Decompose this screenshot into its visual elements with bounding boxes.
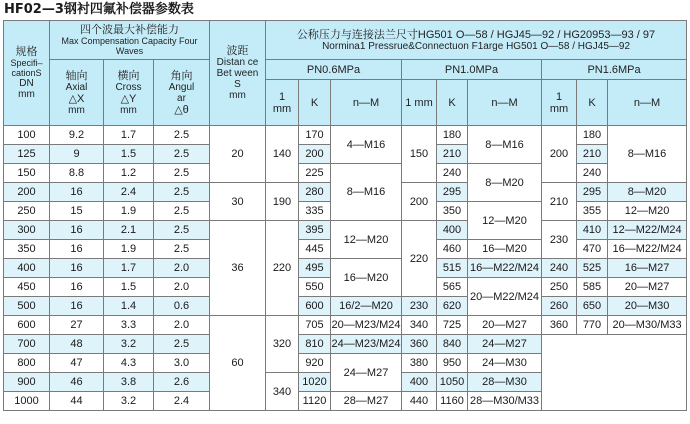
- cell-k2: 350: [437, 202, 468, 221]
- cell-axial: 16: [50, 183, 104, 202]
- cell-angular: 2.5: [154, 145, 210, 164]
- header-distance: 波距 Distan ce Bet ween S mm: [210, 21, 266, 126]
- cell-nm1: 4—M16: [331, 126, 402, 164]
- cell-cross: 1.2: [104, 164, 154, 183]
- cell-distance: 60: [210, 316, 266, 411]
- table-row: [4, 221, 687, 240]
- cell-k2: 725: [437, 316, 468, 335]
- cell-k1: 920: [299, 354, 331, 373]
- cell-distance: 36: [210, 221, 266, 316]
- cell-cross: 2.4: [104, 183, 154, 202]
- cell-angular: 2.5: [154, 183, 210, 202]
- cell-k3: 525: [577, 259, 608, 278]
- cell-axial: 15: [50, 202, 104, 221]
- table-row: [4, 164, 687, 183]
- cell-l2: 340: [402, 316, 437, 335]
- cell-axial: 16: [50, 297, 104, 316]
- cell-axial: 16: [50, 278, 104, 297]
- header-spec: 规格 Specifi– cationS DN mm: [4, 21, 50, 126]
- header-angular: 角向 Angul ar △θ: [154, 60, 210, 126]
- cell-angular: 2.0: [154, 259, 210, 278]
- cell-nm1: 8—M16: [331, 164, 402, 221]
- cell-k1: 810: [299, 335, 331, 354]
- cell-dn: 125: [4, 145, 50, 164]
- cell-dn: 400: [4, 259, 50, 278]
- cell-k1: 200: [299, 145, 331, 164]
- cell-k2: 180: [437, 126, 468, 145]
- cell-k2: 210: [437, 145, 468, 164]
- header-pressure: 公称压力与连接法兰尺寸HG501 O—58 / HGJ45—92 / HG20953—93 / 97 Normina1 Pressrue&Connectuon F1arge HG501 O—58 / HGJ45—92: [266, 21, 687, 60]
- cell-l1: 220: [266, 221, 299, 316]
- cell-nm2: 12—M20: [468, 202, 542, 240]
- table-row: [4, 297, 687, 316]
- cell-axial: 48: [50, 335, 104, 354]
- cell-dn: 100: [4, 126, 50, 145]
- cell-nm1: 20—M23/M24: [331, 316, 402, 335]
- cell-k1: 335: [299, 202, 331, 221]
- cell-k2: 460: [437, 240, 468, 259]
- cell-dn: 800: [4, 354, 50, 373]
- cell-l3: 250: [542, 278, 577, 297]
- cell-dn: 600: [4, 316, 50, 335]
- cell-cross: 4.3: [104, 354, 154, 373]
- cell-angular: 2.5: [154, 240, 210, 259]
- cell-l1: 320: [266, 316, 299, 373]
- cell-k1: 225: [299, 164, 331, 183]
- cell-dn: 450: [4, 278, 50, 297]
- header-l2: 1 mm: [402, 80, 437, 126]
- cell-angular: 2.0: [154, 278, 210, 297]
- header-nm3: n—M: [608, 80, 687, 126]
- cell-angular: 2.6: [154, 373, 210, 392]
- cell-l2: 360: [402, 335, 437, 354]
- cell-k2: 1160: [437, 392, 468, 411]
- cell-nm1: 28—M27: [331, 392, 402, 411]
- cell-k2: 515: [437, 259, 468, 278]
- cell-k2: 240: [437, 164, 468, 183]
- cell-l3: 230: [542, 221, 577, 259]
- table-row: [4, 126, 687, 145]
- cell-dn: 500: [4, 297, 50, 316]
- cell-l2: 230: [402, 297, 437, 316]
- cell-k2: 565: [437, 278, 468, 297]
- cell-nm3: 8—M16: [608, 126, 687, 183]
- cell-axial: 8.8: [50, 164, 104, 183]
- header-cross: 横向 Cross △Y mm: [104, 60, 154, 126]
- cell-cross: 1.7: [104, 126, 154, 145]
- header-capacity: 四个波最大补偿能力 Max Compensation Capacity Four Waves: [50, 21, 210, 60]
- cell-dn: 250: [4, 202, 50, 221]
- cell-k2: 950: [437, 354, 468, 373]
- cell-nm2: 8—M16: [468, 126, 542, 164]
- cell-l1: 340: [266, 373, 299, 411]
- cell-cross: 1.9: [104, 202, 154, 221]
- cell-angular: 2.5: [154, 126, 210, 145]
- header-axial: 轴向 Axial △X mm: [50, 60, 104, 126]
- cell-cross: 3.2: [104, 335, 154, 354]
- cell-l3: 240: [542, 259, 577, 278]
- cell-angular: 0.6: [154, 297, 210, 316]
- cell-cross: 3.3: [104, 316, 154, 335]
- cell-l2: 440: [402, 392, 437, 411]
- cell-nm3: 12—M20: [608, 202, 687, 221]
- cell-k2: 620: [437, 297, 468, 316]
- cell-k1: 1020: [299, 373, 331, 392]
- cell-l3: 360: [542, 316, 577, 335]
- cell-k1: 705: [299, 316, 331, 335]
- cell-k1: 445: [299, 240, 331, 259]
- cell-nm1: 16/2—M20: [331, 297, 402, 316]
- cell-l2: 400: [402, 373, 437, 392]
- cell-l2: 200: [402, 183, 437, 221]
- cell-nm3: 12—M22/M24: [608, 221, 687, 240]
- cell-cross: 1.5: [104, 145, 154, 164]
- cell-nm1: 24—M27: [331, 354, 402, 392]
- cell-k3: 770: [577, 316, 608, 335]
- header-l1: 1 mm: [266, 80, 299, 126]
- cell-k1: 280: [299, 183, 331, 202]
- cell-angular: 2.4: [154, 392, 210, 411]
- cell-nm3: 16—M22/M24: [608, 240, 687, 259]
- cell-nm2: 28—M30/M33: [468, 392, 542, 411]
- cell-k2: 295: [437, 183, 468, 202]
- header-pn06: PN0.6MPa: [266, 60, 402, 80]
- cell-nm2: 20—M27: [468, 316, 542, 335]
- cell-nm2: 24—M30: [468, 354, 542, 373]
- header-pn10: PN1.0MPa: [402, 60, 542, 80]
- parameter-table: [3, 20, 687, 411]
- cell-nm2: 28—M30: [468, 373, 542, 392]
- cell-l1: 190: [266, 183, 299, 221]
- cell-angular: 2.5: [154, 164, 210, 183]
- cell-dn: 150: [4, 164, 50, 183]
- cell-angular: 3.0: [154, 354, 210, 373]
- cell-axial: 47: [50, 354, 104, 373]
- cell-cross: 1.7: [104, 259, 154, 278]
- header-l3: 1 mm: [542, 80, 577, 126]
- cell-l2: 380: [402, 354, 437, 373]
- cell-cross: 3.8: [104, 373, 154, 392]
- cell-axial: 16: [50, 259, 104, 278]
- cell-axial: 9.2: [50, 126, 104, 145]
- cell-k3: 210: [577, 145, 608, 164]
- cell-nm1: 12—M20: [331, 221, 402, 259]
- cell-dn: 300: [4, 221, 50, 240]
- cell-angular: 2.5: [154, 335, 210, 354]
- cell-nm2: 24—M27: [468, 335, 542, 354]
- cell-k3: 650: [577, 297, 608, 316]
- cell-dn: 1000: [4, 392, 50, 411]
- cell-axial: 9: [50, 145, 104, 164]
- cell-nm3: 20—M30/M33: [608, 316, 687, 335]
- table-row: [4, 316, 687, 335]
- empty-pn16-block: [542, 335, 687, 411]
- cell-nm2: 16—M22/M24: [468, 259, 542, 278]
- cell-nm3: 20—M30: [608, 297, 687, 316]
- cell-k1: 170: [299, 126, 331, 145]
- cell-dn: 700: [4, 335, 50, 354]
- header-k2: K: [437, 80, 468, 126]
- cell-dn: 900: [4, 373, 50, 392]
- header-k1: K: [299, 80, 331, 126]
- cell-l3: 200: [542, 126, 577, 183]
- cell-cross: 3.2: [104, 392, 154, 411]
- cell-nm2: 16—M20: [468, 240, 542, 259]
- cell-axial: 16: [50, 240, 104, 259]
- header-pn16: PN1.6MPa: [542, 60, 687, 80]
- cell-l3: 210: [542, 183, 577, 221]
- cell-distance: 20: [210, 126, 266, 183]
- header-k3: K: [577, 80, 608, 126]
- table-row: [4, 335, 687, 354]
- cell-k1: 495: [299, 259, 331, 278]
- cell-l3: 260: [542, 297, 577, 316]
- cell-k2: 400: [437, 221, 468, 240]
- cell-k1: 600: [299, 297, 331, 316]
- cell-cross: 1.4: [104, 297, 154, 316]
- cell-nm3: 20—M27: [608, 278, 687, 297]
- cell-nm3: 16—M27: [608, 259, 687, 278]
- cell-angular: 2.5: [154, 202, 210, 221]
- cell-cross: 1.9: [104, 240, 154, 259]
- cell-nm2: 20—M22/M24: [468, 278, 542, 316]
- cell-angular: 2.5: [154, 221, 210, 240]
- cell-distance: 30: [210, 183, 266, 221]
- cell-nm1: 24—M23/M24: [331, 335, 402, 354]
- table-row: [4, 259, 687, 278]
- header-nm1: n—M: [331, 80, 402, 126]
- cell-axial: 27: [50, 316, 104, 335]
- cell-nm2: 8—M20: [468, 164, 542, 202]
- cell-dn: 200: [4, 183, 50, 202]
- cell-k2: 1050: [437, 373, 468, 392]
- cell-k3: 355: [577, 202, 608, 221]
- cell-axial: 16: [50, 221, 104, 240]
- cell-k3: 410: [577, 221, 608, 240]
- cell-l2: 150: [402, 126, 437, 183]
- cell-k3: 180: [577, 126, 608, 145]
- cell-k1: 1120: [299, 392, 331, 411]
- cell-dn: 350: [4, 240, 50, 259]
- cell-cross: 2.1: [104, 221, 154, 240]
- cell-k1: 550: [299, 278, 331, 297]
- cell-k1: 395: [299, 221, 331, 240]
- header-nm2: n—M: [468, 80, 542, 126]
- cell-k3: 240: [577, 164, 608, 183]
- cell-k3: 295: [577, 183, 608, 202]
- cell-k2: 840: [437, 335, 468, 354]
- cell-nm3: 8—M20: [608, 183, 687, 202]
- cell-l1: 140: [266, 126, 299, 183]
- cell-k3: 470: [577, 240, 608, 259]
- cell-axial: 44: [50, 392, 104, 411]
- cell-l2: 220: [402, 221, 437, 297]
- cell-cross: 1.5: [104, 278, 154, 297]
- page-title: HF02—3钢衬四氟补偿器参数表: [4, 2, 194, 17]
- cell-k3: 585: [577, 278, 608, 297]
- cell-angular: 2.0: [154, 316, 210, 335]
- cell-nm1: 16—M20: [331, 259, 402, 297]
- cell-axial: 46: [50, 373, 104, 392]
